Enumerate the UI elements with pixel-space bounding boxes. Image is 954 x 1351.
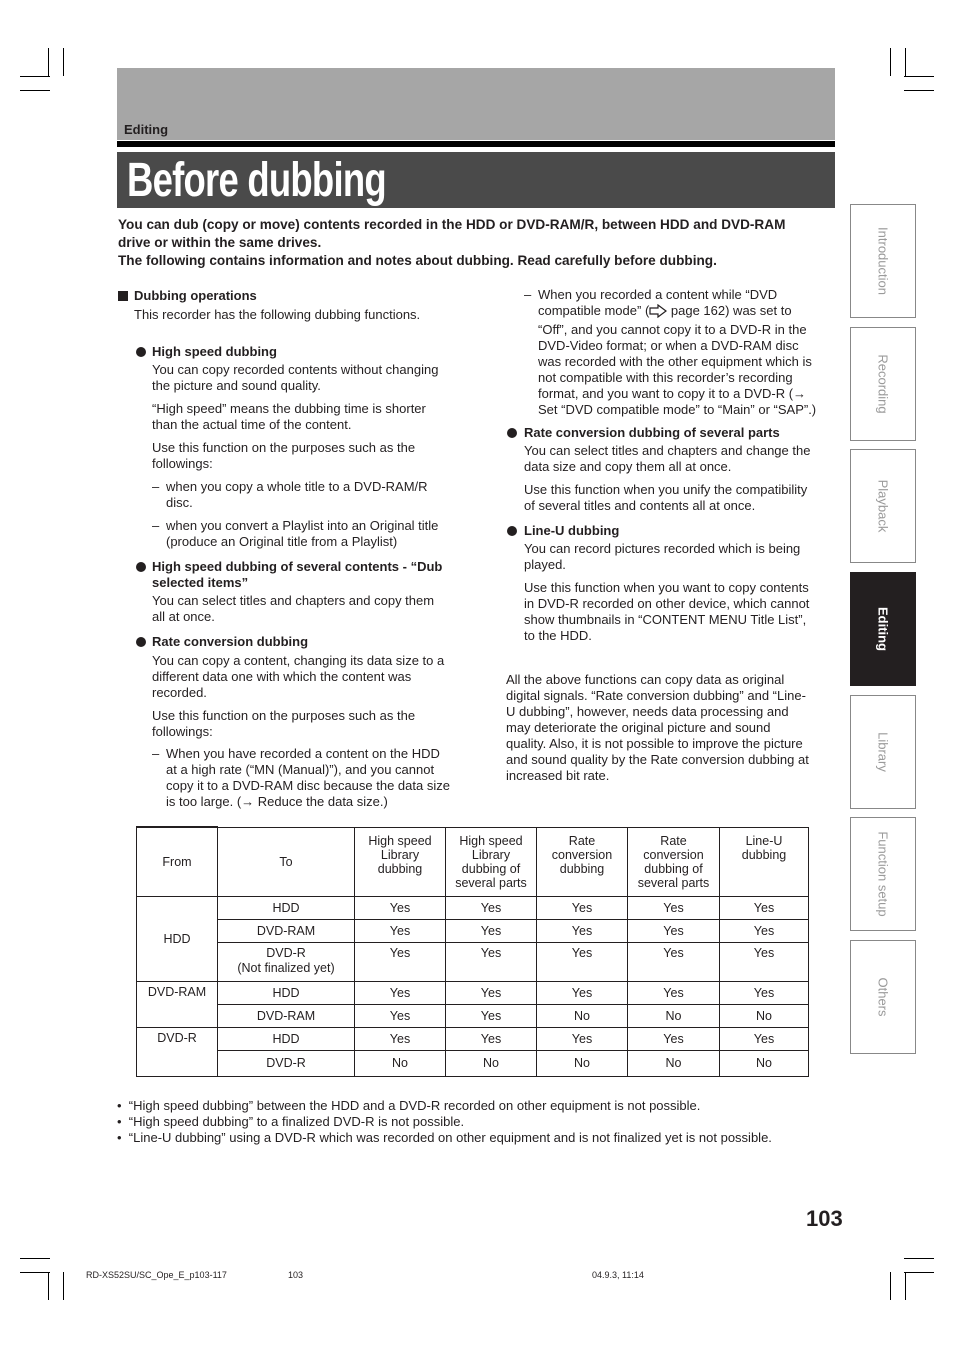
value-cell: No	[628, 1004, 720, 1027]
text-line: not compatible with this recorder’s recording	[538, 370, 793, 385]
dash-item	[166, 746, 450, 810]
text-line: quality. Also, it is not possible to improve the picture	[506, 736, 803, 751]
value-cell: Yes	[446, 896, 537, 919]
text-line: followings:	[152, 456, 213, 471]
dash-icon: –	[152, 479, 160, 494]
table-row	[137, 1027, 809, 1050]
table-row	[137, 942, 809, 981]
bullet-icon	[507, 428, 517, 438]
paragraph	[524, 443, 810, 475]
high-speed-dubbing-heading: High speed dubbing	[152, 344, 277, 359]
value-cell: Yes	[537, 942, 628, 981]
text-line: High speed	[459, 833, 523, 848]
text-line: recorded.	[152, 685, 207, 700]
text-line: You can copy a content, changing its data size to a	[152, 653, 445, 668]
text-line: You can select titles and chapters and copy them	[152, 593, 435, 608]
bullet-icon	[136, 347, 146, 357]
value-cell: Yes	[446, 1004, 537, 1027]
value-cell: No	[537, 1050, 628, 1076]
to-cell	[218, 942, 355, 981]
value-cell: Yes	[537, 919, 628, 942]
text-line: than the actual time of the content.	[152, 417, 352, 432]
dash-icon: –	[152, 518, 160, 533]
bullet-dot-icon: •	[117, 1098, 129, 1113]
summary-paragraph	[506, 672, 809, 784]
text-line: U dubbing”, however, needs data processing and	[506, 704, 789, 719]
text-line: High speed	[368, 833, 432, 848]
tab-label: Others	[875, 977, 891, 1017]
text-line: selected items”	[152, 575, 249, 590]
text-line: When you recorded a content while “DVD	[538, 287, 778, 302]
text-line: may deteriorate the original picture and sound	[506, 720, 771, 735]
text-line: format, and you want to copy it to a DVD-R (→	[538, 386, 807, 401]
note-text: “High speed dubbing” between the HDD and a DVD-R recorded on other equipment is not possible.	[128, 1098, 701, 1113]
value-cell: No	[537, 1004, 628, 1027]
high-speed-several-heading	[152, 559, 442, 591]
value-cell: Yes	[446, 1027, 537, 1050]
text-line: when you convert a Playlist into an Original title	[166, 518, 439, 533]
value-cell: No	[628, 1050, 720, 1076]
text-line: to the HDD.	[524, 628, 592, 643]
table-row	[137, 981, 809, 1004]
header-rule	[117, 141, 835, 147]
text-line: All the above functions can copy data as original	[506, 672, 785, 687]
text-line: dubbing of	[461, 861, 521, 876]
crop-mark	[904, 1272, 934, 1273]
text-line: and sound quality by the Rate conversion dubbing at	[506, 752, 809, 767]
bullet-dot-icon: •	[117, 1130, 129, 1145]
value-cell: Yes	[537, 896, 628, 919]
text-line: Set “DVD compatible mode” to “Main” or “SAP”.)	[538, 402, 817, 417]
text-line: was recorded with the other equipment which is	[538, 354, 812, 369]
header-from: From	[137, 827, 218, 896]
tab-library[interactable]	[850, 695, 916, 809]
value-cell: Yes	[628, 919, 720, 942]
value-cell: Yes	[720, 942, 809, 981]
text-line: Use this function when you want to copy contents	[524, 580, 809, 595]
paragraph	[152, 653, 444, 701]
crop-mark	[48, 1272, 49, 1300]
text-line: “High speed” means the dubbing time is shorter	[152, 401, 426, 416]
value-cell: Yes	[720, 919, 809, 942]
value-cell: No	[446, 1050, 537, 1076]
bullet-icon	[136, 637, 146, 647]
text-line: High speed dubbing of several contents - “Dub	[152, 559, 443, 574]
dash-item	[166, 479, 428, 511]
footer-stamp: 04.9.3, 11:14	[592, 1270, 644, 1280]
value-cell: Yes	[355, 1004, 446, 1027]
bullet-icon	[136, 562, 146, 572]
to-cell: HDD	[218, 981, 355, 1004]
text-line: in DVD-R recorded on other device, which cannot	[524, 596, 810, 611]
crop-mark	[890, 1272, 891, 1300]
value-cell: Yes	[628, 896, 720, 919]
paragraph	[152, 593, 434, 625]
text-line: several parts	[455, 875, 527, 890]
text-line: the picture and sound quality.	[152, 378, 321, 393]
value-cell: Yes	[355, 942, 446, 981]
page-reference-arrow-icon	[649, 304, 667, 322]
value-cell: Yes	[537, 1027, 628, 1050]
note-item	[117, 1130, 772, 1146]
crop-mark	[63, 1272, 64, 1300]
text-span: page 162) was set to	[667, 303, 792, 318]
header-col	[446, 827, 537, 896]
tab-label: Function setup	[875, 831, 891, 917]
text-line: conversion	[643, 847, 704, 862]
value-cell: No	[720, 1050, 809, 1076]
paragraph	[524, 580, 809, 644]
header-col	[720, 827, 809, 896]
text-line: followings:	[152, 724, 213, 739]
note-text: “High speed dubbing” to a finalized DVD-R is not possible.	[128, 1114, 465, 1129]
text-line: disc.	[166, 495, 193, 510]
crop-mark	[904, 1258, 934, 1259]
tab-recording[interactable]	[850, 327, 916, 441]
value-cell: Yes	[355, 981, 446, 1004]
footer-page: 103	[288, 1270, 304, 1280]
paragraph	[152, 708, 415, 740]
note-item	[117, 1114, 464, 1130]
text-line: DVD-R	[266, 945, 306, 960]
header-col	[537, 827, 628, 896]
value-cell: Yes	[355, 1027, 446, 1050]
text-line: Rate	[660, 833, 687, 848]
text-line: You can record pictures recorded which is being	[524, 541, 801, 556]
value-cell: No	[720, 1004, 809, 1027]
text-line: Use this function on the purposes such as the	[152, 440, 416, 455]
intro-line: You can dub (copy or move) contents recorded in the HDD or DVD-RAM/R, between HDD and DVD-RAM	[118, 217, 786, 232]
table-header-row	[137, 827, 809, 896]
section-label: Editing	[124, 122, 169, 137]
from-cell: DVD-RAM	[137, 981, 218, 1027]
header-band	[117, 68, 835, 140]
tab-label: Recording	[875, 354, 891, 414]
dubbing-table	[136, 826, 809, 1077]
tab-label: Introduction	[875, 227, 891, 295]
line-u-dubbing-heading: Line-U dubbing	[524, 523, 620, 538]
dash-icon: –	[152, 746, 160, 761]
paragraph	[524, 541, 800, 573]
text-line: Line-U	[745, 833, 783, 848]
value-cell: Yes	[355, 896, 446, 919]
crop-mark	[20, 1258, 50, 1259]
text-line	[538, 303, 816, 322]
to-cell: HDD	[218, 896, 355, 919]
text-line: Library	[471, 847, 511, 862]
text-line: increased bit rate.	[506, 768, 610, 783]
text-line: dubbing	[559, 861, 605, 876]
text-line: is too large. (→ Reduce the data size.)	[166, 794, 388, 809]
value-cell: Yes	[446, 981, 537, 1004]
text-line: several parts	[637, 875, 710, 890]
lead-text: This recorder has the following dubbing functions.	[134, 307, 421, 322]
crop-mark	[890, 48, 891, 76]
text-line: when you copy a whole title to a DVD-RAM/R	[166, 479, 428, 494]
footer-file: RD-XS52SU/SC_Ope_E_p103-117	[86, 1270, 227, 1280]
square-bullet-icon	[118, 291, 128, 301]
text-line: copy it to a DVD-RAM disc because the data size	[166, 778, 450, 793]
rate-conversion-several-heading: Rate conversion dubbing of several parts	[524, 425, 780, 440]
tab-editing[interactable]	[850, 572, 916, 686]
value-cell: Yes	[628, 942, 720, 981]
to-cell: HDD	[218, 1027, 355, 1050]
tab-introduction[interactable]	[850, 204, 916, 318]
text-line: data size and copy them all at once.	[524, 459, 732, 474]
table-row	[137, 896, 809, 919]
value-cell: Yes	[446, 942, 537, 981]
text-line: You can select titles and chapters and change the	[524, 443, 811, 458]
tab-playback[interactable]	[850, 449, 916, 563]
text-line: When you have recorded a content on the HDD	[166, 746, 440, 761]
paragraph	[152, 440, 415, 472]
table-row	[137, 919, 809, 942]
text-line: (produce an Original title from a Playlist)	[166, 534, 398, 549]
crop-mark	[905, 1272, 906, 1300]
crop-mark	[905, 48, 906, 76]
note-item	[117, 1098, 700, 1114]
text-line: dubbing	[377, 861, 423, 876]
page-number: 103	[806, 1206, 843, 1231]
from-cell: DVD-R	[137, 1027, 218, 1076]
value-cell: Yes	[720, 1027, 809, 1050]
text-line: different data one with which the content was	[152, 669, 412, 684]
crop-mark	[48, 48, 49, 76]
crop-mark	[904, 90, 934, 91]
value-cell: Yes	[628, 981, 720, 1004]
page-title: Before dubbing	[127, 154, 386, 207]
tab-others[interactable]	[850, 940, 916, 1054]
text-line: DVD-Video format; or when a DVD-RAM disc	[538, 338, 799, 353]
bullet-dot-icon: •	[117, 1114, 129, 1129]
text-line: conversion	[551, 847, 613, 862]
crop-mark	[20, 76, 50, 77]
tab-label: Library	[875, 732, 891, 772]
text-line: show thumbnails in “CONTENT MENU Title List”,	[524, 612, 807, 627]
paragraph	[524, 482, 807, 514]
tab-function-setup[interactable]	[850, 817, 916, 931]
value-cell: Yes	[720, 981, 809, 1004]
crop-mark	[20, 90, 50, 91]
to-cell: DVD-RAM	[218, 1004, 355, 1027]
note-text: “Line-U dubbing” using a DVD-R which was recorded on other equipment and is not finalized yet is not possible.	[128, 1130, 772, 1145]
crop-mark	[20, 1272, 50, 1273]
value-cell: Yes	[355, 919, 446, 942]
text-span: compatible mode” (	[538, 303, 650, 318]
text-line: dubbing of	[644, 861, 703, 876]
intro-line: drive or within the same drives.	[118, 235, 322, 250]
text-line: Use this function on the purposes such as the	[152, 708, 416, 723]
text-line: Rate	[568, 833, 596, 848]
value-cell: No	[355, 1050, 446, 1076]
dubbing-operations-heading: Dubbing operations	[134, 288, 257, 303]
intro-line: The following contains information and notes about dubbing. Read carefully before dubbing.	[118, 253, 717, 268]
text-line: (Not finalized yet)	[237, 960, 335, 975]
text-line: You can copy recorded contents without changing	[152, 362, 439, 377]
intro-text	[118, 216, 818, 270]
dash-item	[538, 287, 816, 418]
text-line: “Off”, and you cannot copy it to a DVD-R in the	[538, 322, 807, 337]
to-cell: DVD-RAM	[218, 919, 355, 942]
paragraph	[152, 362, 438, 394]
tab-label: Playback	[875, 479, 891, 533]
from-cell: HDD	[137, 896, 218, 981]
to-cell: DVD-R	[218, 1050, 355, 1076]
text-line: of several titles and contents all at once.	[524, 498, 756, 513]
value-cell: Yes	[446, 919, 537, 942]
header-col	[628, 827, 720, 896]
value-cell: Yes	[720, 896, 809, 919]
crop-mark	[904, 76, 934, 77]
text-line: played.	[524, 557, 566, 572]
header-to: To	[218, 827, 355, 896]
dash-item	[166, 518, 438, 550]
text-line: at a high rate (“MN (Manual)”), and you cannot	[166, 762, 435, 777]
rate-conversion-heading: Rate conversion dubbing	[152, 634, 309, 649]
dash-icon: –	[524, 287, 532, 302]
text-line: digital signals. “Rate conversion dubbing” and “Line-	[506, 688, 806, 703]
value-cell: Yes	[537, 981, 628, 1004]
tab-label: Editing	[875, 606, 891, 652]
text-line: all at once.	[152, 609, 215, 624]
header-col	[355, 827, 446, 896]
paragraph	[152, 401, 426, 433]
crop-mark	[63, 48, 64, 76]
text-line: Library	[380, 847, 420, 862]
bullet-icon	[507, 526, 517, 536]
text-line: Use this function when you unify the compatibility	[524, 482, 808, 497]
table-row	[137, 1004, 809, 1027]
table-row	[137, 1050, 809, 1076]
value-cell: Yes	[628, 1027, 720, 1050]
text-line: dubbing	[741, 847, 787, 862]
